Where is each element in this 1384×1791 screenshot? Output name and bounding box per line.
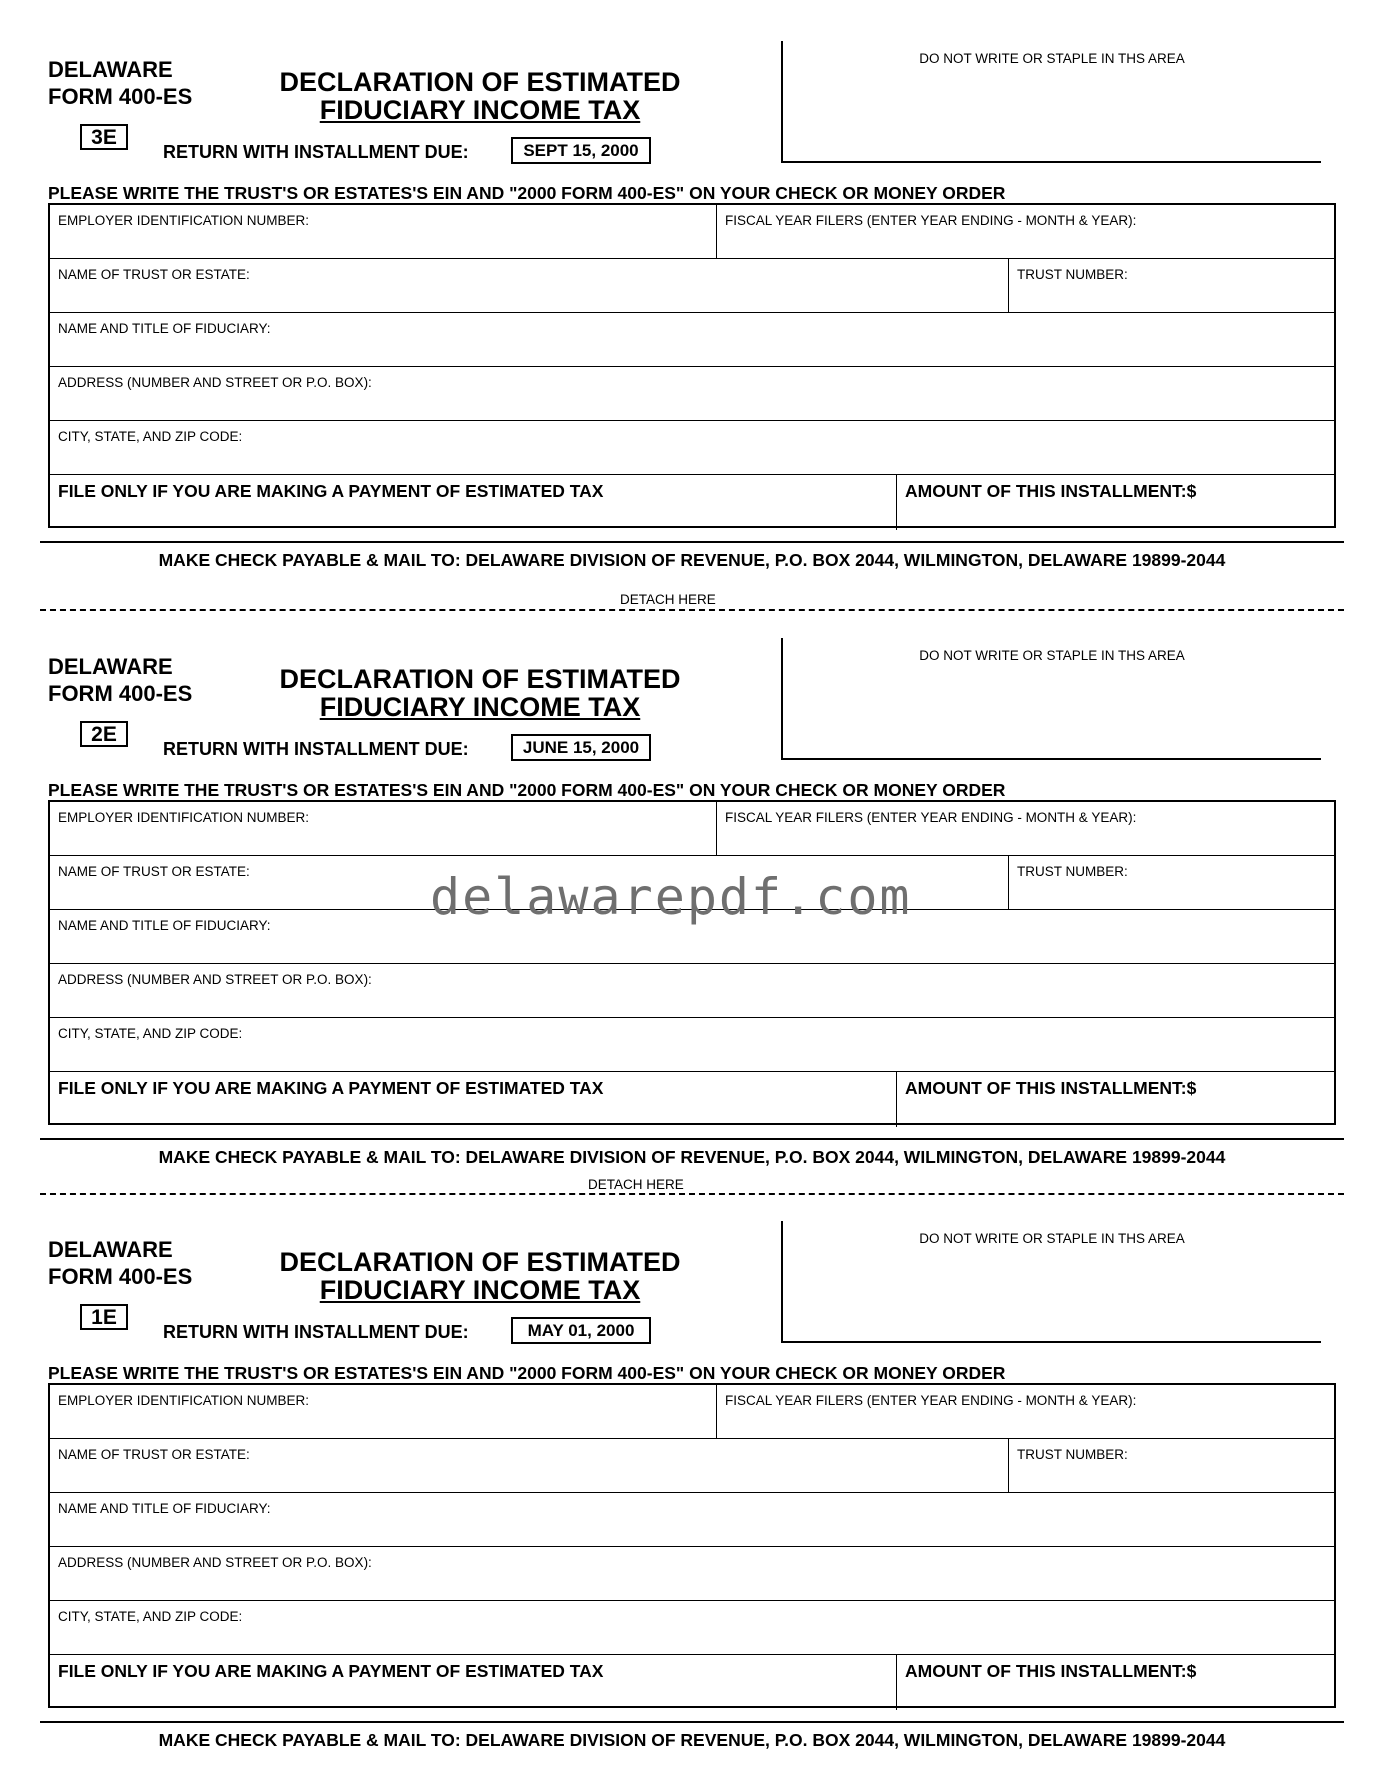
file-only-note: [50, 1655, 896, 1710]
do-not-write-label: DO NOT WRITE OR STAPLE IN THS AREA: [919, 648, 1185, 663]
trust-number-label: TRUST NUMBER:: [1017, 267, 1128, 282]
form-id: [48, 1236, 192, 1290]
voucher-3e: [0, 0, 1384, 570]
city-state-zip-field[interactable]: [50, 1018, 1334, 1072]
title-line-1: DECLARATION OF ESTIMATED: [279, 67, 681, 97]
file-only-note: [50, 1072, 896, 1127]
mail-instructions: MAKE CHECK PAYABLE & MAIL TO: DELAWARE DIVISION OF REVENUE, P.O. BOX 2044, WILMINGTON, DELAWARE 19899-2044: [158, 1730, 1226, 1750]
due-date: JUNE 15, 2000: [511, 734, 651, 761]
payment-row: [50, 1655, 1334, 1710]
installment-amount-field[interactable]: [896, 1072, 1336, 1127]
ein-row: [50, 205, 1334, 259]
due-date: MAY 01, 2000: [511, 1317, 651, 1344]
fiduciary-label: NAME AND TITLE OF FIDUCIARY:: [58, 321, 271, 336]
name-row: [50, 1439, 1334, 1493]
fiduciary-form-grid: [48, 203, 1336, 528]
mail-instructions: MAKE CHECK PAYABLE & MAIL TO: DELAWARE DIVISION OF REVENUE, P.O. BOX 2044, WILMINGTON, DELAWARE 19899-2044: [158, 550, 1226, 570]
form-title: [260, 1248, 700, 1304]
city-state-zip-label: CITY, STATE, AND ZIP CODE:: [58, 429, 243, 444]
ein-label: EMPLOYER IDENTIFICATION NUMBER:: [58, 810, 310, 825]
title-line-2: FIDUCIARY INCOME TAX: [319, 95, 641, 125]
form-number: FORM 400-ES: [48, 84, 193, 109]
city-state-zip-field[interactable]: [50, 421, 1334, 475]
do-not-write-label: DO NOT WRITE OR STAPLE IN THS AREA: [919, 51, 1185, 66]
trust-name-label: NAME OF TRUST OR ESTATE:: [58, 864, 250, 879]
installment-amount-label: AMOUNT OF THIS INSTALLMENT:$: [905, 1078, 1197, 1098]
installment-amount-field[interactable]: [896, 1655, 1336, 1710]
detach-label: DETACH HERE: [620, 592, 716, 607]
form-title: [260, 68, 700, 124]
address-field[interactable]: [50, 367, 1334, 421]
ein-instruction: PLEASE WRITE THE TRUST'S OR ESTATES'S EIN AND "2000 FORM 400-ES" ON YOUR CHECK OR MONEY ORDER: [48, 183, 1006, 203]
form-number: FORM 400-ES: [48, 681, 193, 706]
address-field[interactable]: [50, 964, 1334, 1018]
payment-row: [50, 475, 1334, 530]
ein-field[interactable]: [50, 802, 716, 855]
due-label: RETURN WITH INSTALLMENT DUE:: [163, 142, 469, 162]
trust-number-field[interactable]: [1008, 856, 1336, 909]
title-line-2: FIDUCIARY INCOME TAX: [319, 692, 641, 722]
mail-rule: [40, 541, 1344, 543]
city-state-zip-label: CITY, STATE, AND ZIP CODE:: [58, 1026, 243, 1041]
mail-rule: [40, 1138, 1344, 1140]
ein-label: EMPLOYER IDENTIFICATION NUMBER:: [58, 213, 310, 228]
title-line-2: FIDUCIARY INCOME TAX: [319, 1275, 641, 1305]
address-label: ADDRESS (NUMBER AND STREET OR P.O. BOX):: [58, 1555, 372, 1570]
mail-instructions: MAKE CHECK PAYABLE & MAIL TO: DELAWARE DIVISION OF REVENUE, P.O. BOX 2044, WILMINGTON, DELAWARE 19899-2044: [158, 1147, 1226, 1167]
due-label: RETURN WITH INSTALLMENT DUE:: [163, 1322, 469, 1342]
installment-amount-label: AMOUNT OF THIS INSTALLMENT:$: [905, 1661, 1197, 1681]
file-only-label: FILE ONLY IF YOU ARE MAKING A PAYMENT OF ESTIMATED TAX: [58, 1661, 604, 1681]
fiduciary-label: NAME AND TITLE OF FIDUCIARY:: [58, 918, 271, 933]
due-label: RETURN WITH INSTALLMENT DUE:: [163, 739, 469, 759]
form-title: [260, 665, 700, 721]
detach-label: DETACH HERE: [588, 1177, 684, 1192]
ein-label: EMPLOYER IDENTIFICATION NUMBER:: [58, 1393, 310, 1408]
installment-amount-label: AMOUNT OF THIS INSTALLMENT:$: [905, 481, 1197, 501]
trust-name-label: NAME OF TRUST OR ESTATE:: [58, 267, 250, 282]
trust-name-field[interactable]: [50, 1439, 1008, 1492]
ein-row: [50, 1385, 1334, 1439]
state-name: DELAWARE: [48, 57, 173, 82]
payment-row: [50, 1072, 1334, 1127]
address-label: ADDRESS (NUMBER AND STREET OR P.O. BOX):: [58, 972, 372, 987]
fiscal-year-field[interactable]: [716, 1385, 1336, 1438]
do-not-write-area: [781, 638, 1321, 760]
ein-field[interactable]: [50, 205, 716, 258]
fiscal-year-label: FISCAL YEAR FILERS (ENTER YEAR ENDING - MONTH & YEAR):: [725, 213, 1137, 228]
city-state-zip-label: CITY, STATE, AND ZIP CODE:: [58, 1609, 243, 1624]
ein-row: [50, 802, 1334, 856]
state-name: DELAWARE: [48, 654, 173, 679]
ein-instruction: PLEASE WRITE THE TRUST'S OR ESTATES'S EIN AND "2000 FORM 400-ES" ON YOUR CHECK OR MONEY ORDER: [48, 1363, 1006, 1383]
fiscal-year-label: FISCAL YEAR FILERS (ENTER YEAR ENDING - MONTH & YEAR):: [725, 810, 1137, 825]
fiscal-year-label: FISCAL YEAR FILERS (ENTER YEAR ENDING - MONTH & YEAR):: [725, 1393, 1137, 1408]
mail-rule: [40, 1721, 1344, 1723]
trust-number-label: TRUST NUMBER:: [1017, 864, 1128, 879]
trust-number-field[interactable]: [1008, 259, 1336, 312]
trust-name-label: NAME OF TRUST OR ESTATE:: [58, 1447, 250, 1462]
voucher-code: 1E: [80, 1304, 128, 1330]
voucher-1e: [0, 1180, 1384, 1750]
city-state-zip-field[interactable]: [50, 1601, 1334, 1655]
name-row: [50, 259, 1334, 313]
address-field[interactable]: [50, 1547, 1334, 1601]
fiduciary-form-grid: [48, 1383, 1336, 1708]
fiduciary-field[interactable]: [50, 1493, 1334, 1547]
do-not-write-label: DO NOT WRITE OR STAPLE IN THS AREA: [919, 1231, 1185, 1246]
fiduciary-form-grid: [48, 800, 1336, 1125]
form-id: [48, 56, 192, 110]
watermark: delawarepdf.com: [430, 868, 912, 926]
address-label: ADDRESS (NUMBER AND STREET OR P.O. BOX):: [58, 375, 372, 390]
fiduciary-field[interactable]: [50, 313, 1334, 367]
ein-instruction: PLEASE WRITE THE TRUST'S OR ESTATES'S EIN AND "2000 FORM 400-ES" ON YOUR CHECK OR MONEY ORDER: [48, 780, 1006, 800]
file-only-note: [50, 475, 896, 530]
fiscal-year-field[interactable]: [716, 802, 1336, 855]
fiduciary-label: NAME AND TITLE OF FIDUCIARY:: [58, 1501, 271, 1516]
file-only-label: FILE ONLY IF YOU ARE MAKING A PAYMENT OF ESTIMATED TAX: [58, 481, 604, 501]
file-only-label: FILE ONLY IF YOU ARE MAKING A PAYMENT OF ESTIMATED TAX: [58, 1078, 604, 1098]
trust-number-field[interactable]: [1008, 1439, 1336, 1492]
due-date: SEPT 15, 2000: [511, 137, 651, 164]
voucher-code: 2E: [80, 721, 128, 747]
title-line-1: DECLARATION OF ESTIMATED: [279, 664, 681, 694]
state-name: DELAWARE: [48, 1237, 173, 1262]
installment-amount-field[interactable]: [896, 475, 1336, 530]
voucher-code: 3E: [80, 124, 128, 150]
fiscal-year-field[interactable]: [716, 205, 1336, 258]
form-number: FORM 400-ES: [48, 1264, 193, 1289]
ein-field[interactable]: [50, 1385, 716, 1438]
do-not-write-area: [781, 41, 1321, 163]
title-line-1: DECLARATION OF ESTIMATED: [279, 1247, 681, 1277]
trust-name-field[interactable]: [50, 259, 1008, 312]
form-id: [48, 653, 192, 707]
trust-number-label: TRUST NUMBER:: [1017, 1447, 1128, 1462]
do-not-write-area: [781, 1221, 1321, 1343]
